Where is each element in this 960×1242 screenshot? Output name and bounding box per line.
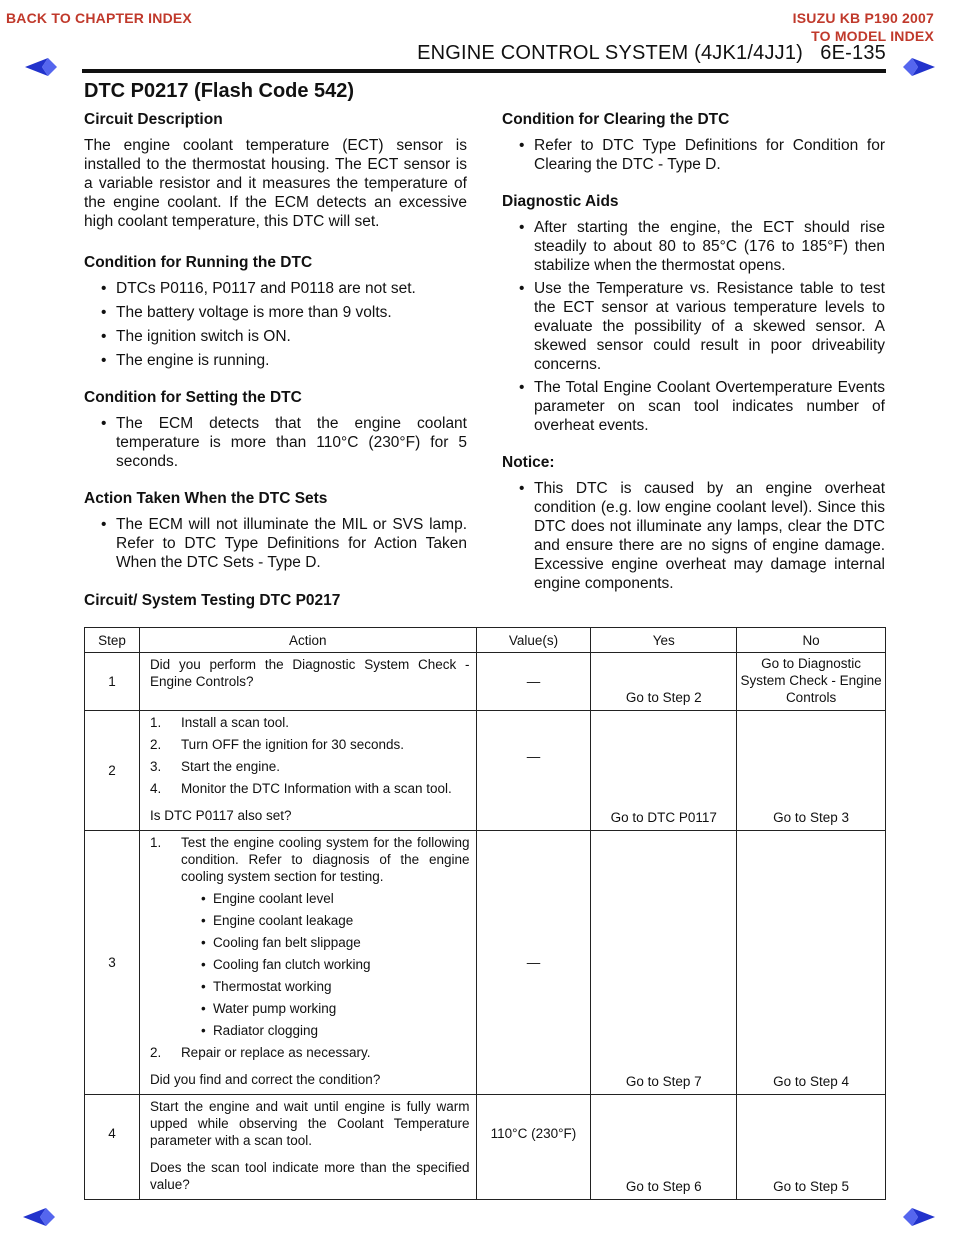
value-text: —: [526, 749, 541, 764]
value-text: 110°C (230°F): [490, 1125, 577, 1141]
prev-page-arrow-icon[interactable]: [24, 56, 58, 78]
prev-page-arrow-icon[interactable]: [22, 1206, 56, 1228]
right-column: [502, 110, 885, 611]
list-item: [150, 1044, 470, 1061]
next-page-arrow-icon[interactable]: [902, 56, 936, 78]
setting-conditions-list: [84, 414, 467, 471]
setting-conditions-heading: Condition for Setting the DTC: [84, 389, 302, 406]
step-text: Start the engine.: [180, 759, 281, 774]
page-title: DTC P0217 (Flash Code 542): [84, 80, 355, 102]
diagnostic-aids-heading: Diagnostic Aids: [502, 193, 619, 210]
action-cell: [139, 831, 476, 1095]
list-item: • The Total Engine Coolant Overtemperature Events parameter on scan tool indicates number of overheat events.: [502, 378, 885, 435]
action-cell: Did you perform the Diagnostic System Check - Engine Controls?: [139, 653, 476, 711]
list-item: • Cooling fan clutch working: [181, 956, 470, 973]
model-title-link[interactable]: ISUZU KB P190 2007: [792, 10, 934, 26]
list-item: • The ECM detects that the engine coolant temperature is more than 110°C (230°F) for 5 seconds.: [84, 414, 467, 471]
action-steps: [150, 834, 470, 1061]
clearing-conditions-heading: Condition for Clearing the DTC: [502, 111, 730, 128]
question-text: Is DTC P0117 also set?: [149, 808, 292, 823]
step-text: Monitor the DTC Information with a scan tool.: [180, 781, 452, 796]
list-item: [150, 780, 470, 797]
running-conditions-list: [84, 279, 467, 370]
table-row: [85, 711, 886, 831]
step-text: Install a scan tool.: [180, 715, 289, 730]
step-num: 3.: [149, 759, 162, 774]
list-item: [150, 736, 470, 753]
list-item: [150, 714, 470, 731]
action-cell: [139, 711, 476, 831]
step-number: 3: [85, 831, 140, 1095]
step-num: 2.: [149, 1045, 162, 1060]
back-to-chapter-index-link[interactable]: BACK TO CHAPTER INDEX: [6, 10, 192, 26]
diagnostic-aids-list: [502, 218, 885, 435]
table-row: [85, 1095, 886, 1200]
table-row: [85, 831, 886, 1095]
list-item: • The ECM will not illuminate the MIL or SVS lamp. Refer to DTC Type Definitions for Action Taken When the DTC Sets - Type D.: [84, 515, 467, 572]
step-number-text: 4: [108, 1125, 116, 1141]
step-number: 1: [85, 653, 140, 711]
list-item: • Thermostat working: [181, 978, 470, 995]
circuit-testing-heading: Circuit/ System Testing DTC P0217: [84, 592, 341, 609]
step-number: 2: [85, 711, 140, 831]
list-item: • This DTC is caused by an engine overheat condition (e.g. low engine coolant level). Since this DTC does not illuminate any lamps, clear the DTC and ensure there are no signs of engine damage. Excessive engine overheat may damage internal engine components.: [502, 479, 885, 593]
yes-cell[interactable]: Go to Step 2: [591, 653, 737, 711]
list-item: • After starting the engine, the ECT should rise steadily to about 80 to 85°C (176 to 185°F) then stabilize when the thermostat opens.: [502, 218, 885, 275]
action-taken-list: [84, 515, 467, 572]
list-item: • Refer to DTC Type Definitions for Condition for Clearing the DTC - Type D.: [502, 136, 885, 174]
diagnostic-table: [84, 627, 886, 1200]
table-row: [85, 653, 886, 711]
step-num: 1.: [149, 715, 162, 730]
running-conditions-heading: Condition for Running the DTC: [84, 254, 313, 271]
yes-cell[interactable]: Go to DTC P0117: [591, 711, 737, 831]
column-header-values: Value(s): [476, 628, 591, 653]
column-header-yes: Yes: [591, 628, 737, 653]
header-rule: [82, 69, 886, 73]
yes-cell[interactable]: Go to Step 7: [591, 831, 737, 1095]
list-item: • Engine coolant level: [181, 890, 470, 907]
value-cell: —: [476, 831, 591, 1095]
no-cell[interactable]: Go to Step 4: [737, 831, 886, 1095]
list-item: • The ignition switch is ON.: [84, 327, 467, 346]
value-cell: —: [476, 653, 591, 711]
list-item: • Cooling fan belt slippage: [181, 934, 470, 951]
question-text: Did you find and correct the condition?: [149, 1072, 381, 1087]
step-num: 4.: [149, 781, 162, 796]
action-steps: [150, 714, 470, 797]
action-cell: [139, 1095, 476, 1200]
to-model-index-link[interactable]: TO MODEL INDEX: [811, 28, 934, 44]
list-item: • DTCs P0116, P0117 and P0118 are not set.: [84, 279, 467, 298]
column-header-no: No: [737, 628, 886, 653]
value-cell: [476, 1095, 591, 1200]
no-cell[interactable]: Go to Step 3: [737, 711, 886, 831]
clearing-conditions-list: [502, 136, 885, 174]
circuit-description-text: The engine coolant temperature (ECT) sensor is installed to the thermostat housing. The ECT sensor is a variable resistor and it measures the temperature of the engine coolant. If the ECM detects an excessive high coolant temperature, this DTC will set.: [84, 137, 467, 230]
list-item: • Radiator clogging: [181, 1022, 470, 1039]
list-item: • The engine is running.: [84, 351, 467, 370]
step-num: 1.: [149, 835, 162, 850]
column-header-step: Step: [85, 628, 140, 653]
step-text: Turn OFF the ignition for 30 seconds.: [180, 737, 405, 752]
list-item: [150, 834, 470, 1039]
left-column: [84, 110, 467, 590]
list-item: • The battery voltage is more than 9 volts.: [84, 303, 467, 322]
list-item: [150, 758, 470, 775]
no-cell[interactable]: Go to Step 5: [737, 1095, 886, 1200]
step-number: [85, 1095, 140, 1200]
value-cell: [476, 711, 591, 831]
step-num: 2.: [149, 737, 162, 752]
step-text: Repair or replace as necessary.: [180, 1045, 371, 1060]
action-text: Start the engine and wait until engine is fully warm upped while observing the Coolant Temperature parameter with a scan tool.: [149, 1099, 470, 1148]
notice-list: [502, 479, 885, 593]
notice-heading: Notice:: [502, 454, 555, 471]
table-header-row: [85, 628, 886, 653]
circuit-description-heading: Circuit Description: [84, 111, 223, 128]
condition-checklist: [181, 890, 470, 1039]
yes-cell[interactable]: Go to Step 6: [591, 1095, 737, 1200]
action-taken-heading: Action Taken When the DTC Sets: [84, 490, 328, 507]
list-item: • Engine coolant leakage: [181, 912, 470, 929]
list-item: • Water pump working: [181, 1000, 470, 1017]
no-cell[interactable]: Go to Diagnostic System Check - Engine Controls: [737, 653, 886, 711]
page-header-title: ENGINE CONTROL SYSTEM (4JK1/4JJ1) 6E-135: [417, 42, 886, 64]
column-header-action: Action: [139, 628, 476, 653]
next-page-arrow-icon[interactable]: [902, 1206, 936, 1228]
step-text: Test the engine cooling system for the following condition. Refer to diagnosis of the engine cooling system section for testing.: [180, 835, 470, 884]
question-text: Does the scan tool indicate more than the specified value?: [149, 1160, 470, 1192]
list-item: • Use the Temperature vs. Resistance table to test the ECT sensor at various temperature levels to evaluate the possibility of a skewed sensor. A skewed sensor could result in poor driveability concerns.: [502, 279, 885, 374]
